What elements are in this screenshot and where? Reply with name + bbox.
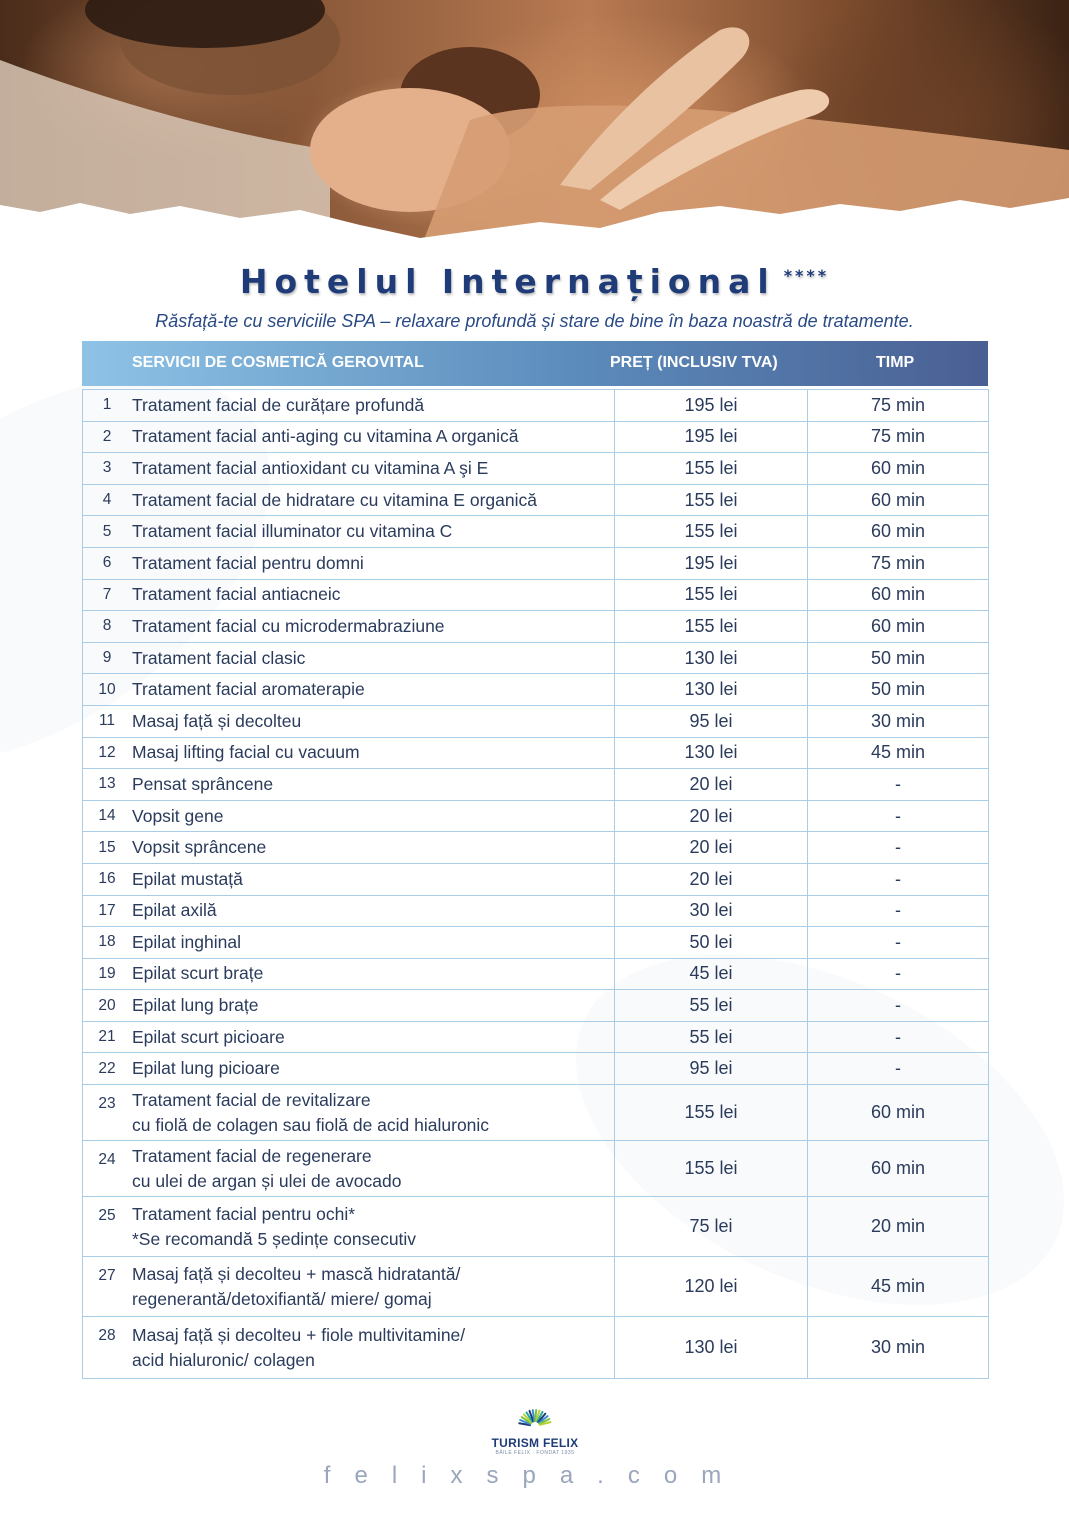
- service-price: 120 lei: [615, 1257, 808, 1317]
- service-name-cell: [83, 1257, 615, 1317]
- service-duration: -: [808, 832, 989, 864]
- row-number: 8: [102, 617, 112, 635]
- service-duration: -: [808, 1021, 989, 1053]
- table-row: [83, 737, 989, 769]
- service-name-cell: [83, 516, 615, 548]
- table-row: [83, 958, 989, 990]
- table-row: [83, 863, 989, 895]
- service-price: 155 lei: [615, 516, 808, 548]
- service-price: 155 lei: [615, 1085, 808, 1141]
- service-duration: 60 min: [808, 579, 989, 611]
- service-name-cell: [83, 1317, 615, 1379]
- table-row: [83, 1197, 989, 1257]
- row-number: 6: [102, 554, 112, 572]
- service-detail: cu fiolă de colagen sau fiolă de acid hialuronic: [132, 1114, 490, 1135]
- service-duration: 60 min: [808, 611, 989, 643]
- service-detail: cu ulei de argan și ulei de avocado: [132, 1170, 402, 1191]
- service-duration: 60 min: [808, 516, 989, 548]
- service-name: Pensat sprâncene: [132, 773, 274, 794]
- service-name: Epilat lung brațe: [132, 995, 259, 1016]
- service-duration: -: [808, 927, 989, 959]
- row-number: 25: [98, 1207, 116, 1225]
- service-name: Tratament facial de revitalizare: [132, 1089, 371, 1110]
- row-number: 2: [102, 427, 112, 445]
- service-duration: -: [808, 769, 989, 801]
- service-name-cell: [83, 895, 615, 927]
- table-row: [83, 895, 989, 927]
- table-header: [82, 341, 988, 386]
- service-name: Epilat axilă: [132, 900, 217, 921]
- service-name-cell: [83, 674, 615, 706]
- table-row: [83, 769, 989, 801]
- service-price: 155 lei: [615, 1141, 808, 1197]
- service-name: Tratament facial aromaterapie: [132, 679, 365, 700]
- service-name-cell: [83, 390, 615, 422]
- service-price: 155 lei: [615, 484, 808, 516]
- service-name-cell: [83, 863, 615, 895]
- service-name-cell: [83, 642, 615, 674]
- service-price: 20 lei: [615, 769, 808, 801]
- table-row: [83, 800, 989, 832]
- service-name-cell: [83, 1021, 615, 1053]
- service-price: 130 lei: [615, 737, 808, 769]
- service-price: 155 lei: [615, 611, 808, 643]
- row-number: 19: [98, 964, 116, 982]
- service-price: 130 lei: [615, 1317, 808, 1379]
- row-number: 13: [98, 775, 116, 793]
- table-row: [83, 579, 989, 611]
- service-duration: 30 min: [808, 1317, 989, 1379]
- table-row: [83, 1257, 989, 1317]
- service-detail: regenerantă/detoxifiantă/ miere/ gomaj: [132, 1288, 432, 1309]
- service-name-cell: [83, 832, 615, 864]
- service-name: Epilat scurt picioare: [132, 1026, 285, 1047]
- service-name-cell: [83, 990, 615, 1022]
- website-url: felixspa.com: [323, 1462, 746, 1489]
- service-price: 130 lei: [615, 642, 808, 674]
- service-name: Tratament facial anti-aging cu vitamina A organică: [132, 426, 519, 447]
- service-duration: 20 min: [808, 1197, 989, 1257]
- table-row: [83, 1053, 989, 1085]
- service-price: 95 lei: [615, 705, 808, 737]
- service-duration: -: [808, 863, 989, 895]
- service-name: Tratament facial pentru domni: [132, 552, 364, 573]
- service-duration: 75 min: [808, 421, 989, 453]
- service-duration: 60 min: [808, 1141, 989, 1197]
- service-duration: 50 min: [808, 642, 989, 674]
- service-price: 55 lei: [615, 1021, 808, 1053]
- service-name: Masaj lifting facial cu vacuum: [132, 742, 360, 763]
- service-duration: 45 min: [808, 1257, 989, 1317]
- row-number: 18: [98, 933, 116, 951]
- row-number: 1: [102, 396, 112, 414]
- service-name-cell: [83, 927, 615, 959]
- row-number: 15: [98, 838, 116, 856]
- service-name: Tratament facial de hidratare cu vitamina E organică: [132, 489, 537, 510]
- service-name-cell: [83, 453, 615, 485]
- service-price: 155 lei: [615, 453, 808, 485]
- page-title: [0, 262, 1069, 301]
- page-subtitle: Răsfață-te cu serviciile SPA – relaxare profundă și stare de bine în baza noastră de tratamente.: [155, 311, 914, 331]
- service-price: 195 lei: [615, 390, 808, 422]
- service-duration: -: [808, 895, 989, 927]
- row-number: 17: [98, 901, 116, 919]
- table-row: [83, 832, 989, 864]
- services-table: [82, 389, 989, 1379]
- service-price: 130 lei: [615, 674, 808, 706]
- hotel-stars: ****: [783, 266, 830, 285]
- service-duration: -: [808, 958, 989, 990]
- row-number: 28: [98, 1327, 116, 1345]
- service-name-cell: [83, 579, 615, 611]
- sunburst-logo-icon: [517, 1400, 553, 1432]
- service-duration: 60 min: [808, 484, 989, 516]
- service-name: Tratament facial cu microdermabraziune: [132, 615, 445, 636]
- service-duration: -: [808, 1053, 989, 1085]
- service-duration: 60 min: [808, 1085, 989, 1141]
- service-name: Tratament facial antioxidant cu vitamina A şi E: [132, 457, 489, 478]
- service-name: Tratament facial illuminator cu vitamina C: [132, 521, 453, 542]
- service-detail: acid hialuronic/ colagen: [132, 1349, 315, 1370]
- row-number: 14: [98, 807, 116, 825]
- service-price: 20 lei: [615, 863, 808, 895]
- service-duration: 45 min: [808, 737, 989, 769]
- table-row: [83, 611, 989, 643]
- service-name-cell: [83, 769, 615, 801]
- service-duration: 60 min: [808, 453, 989, 485]
- service-name: Vopsit sprâncene: [132, 837, 267, 858]
- table-row: [83, 705, 989, 737]
- table-row: [83, 453, 989, 485]
- service-name: Tratament facial antiacneic: [132, 584, 341, 605]
- row-number: 3: [102, 459, 112, 477]
- service-name-cell: [83, 547, 615, 579]
- service-price: 20 lei: [615, 832, 808, 864]
- service-duration: 75 min: [808, 390, 989, 422]
- row-number: 4: [102, 491, 112, 509]
- service-name-cell: [83, 611, 615, 643]
- service-price: 50 lei: [615, 927, 808, 959]
- service-name-cell: [83, 958, 615, 990]
- row-number: 7: [102, 585, 112, 603]
- service-name: Epilat inghinal: [132, 931, 241, 952]
- service-name: Masaj față și decolteu: [132, 710, 302, 731]
- column-header-time: TIMP: [876, 354, 915, 371]
- row-number: 11: [98, 712, 116, 730]
- table-row: [83, 516, 989, 548]
- logo-text: TURISM FELIX: [491, 1436, 579, 1450]
- service-name: Tratament facial pentru ochi*: [132, 1203, 356, 1224]
- column-header-price: PREȚ (INCLUSIV TVA): [610, 354, 778, 371]
- row-number: 5: [102, 522, 112, 540]
- row-number: 22: [98, 1059, 116, 1077]
- hotel-name: Hotelul Internațional: [239, 262, 776, 301]
- table-row: [83, 421, 989, 453]
- service-name-cell: [83, 484, 615, 516]
- service-name-cell: [83, 1141, 615, 1197]
- row-number: 27: [98, 1267, 116, 1285]
- table-row: [83, 484, 989, 516]
- table-row: [83, 642, 989, 674]
- hero-illustration: [0, 0, 1069, 250]
- column-header-services: SERVICII DE COSMETICĂ GEROVITAL: [132, 354, 424, 371]
- table-row: [83, 674, 989, 706]
- service-name-cell: [83, 1197, 615, 1257]
- row-number: 12: [98, 743, 116, 761]
- service-price: 55 lei: [615, 990, 808, 1022]
- service-duration: 50 min: [808, 674, 989, 706]
- service-price: 45 lei: [615, 958, 808, 990]
- service-price: 155 lei: [615, 579, 808, 611]
- table-row: [83, 990, 989, 1022]
- table-row: [83, 1021, 989, 1053]
- service-price: 30 lei: [615, 895, 808, 927]
- service-name: Epilat lung picioare: [132, 1058, 280, 1079]
- service-price: 195 lei: [615, 547, 808, 579]
- table-row: [83, 1085, 989, 1141]
- table-row: [83, 390, 989, 422]
- table-row: [83, 1141, 989, 1197]
- service-name: Epilat mustață: [132, 868, 243, 889]
- service-name-cell: [83, 421, 615, 453]
- service-name-cell: [83, 705, 615, 737]
- service-detail: *Se recomandă 5 ședințe consecutiv: [132, 1228, 417, 1249]
- row-number: 10: [98, 680, 116, 698]
- row-number: 9: [102, 649, 112, 667]
- table-row: [83, 1317, 989, 1379]
- service-name: Tratament facial clasic: [132, 647, 306, 668]
- service-name: Tratament facial de regenerare: [132, 1145, 372, 1166]
- hero-spa-massage-image: [0, 0, 1069, 250]
- service-name-cell: [83, 800, 615, 832]
- table-row: [83, 927, 989, 959]
- row-number: 24: [98, 1151, 116, 1169]
- service-price: 95 lei: [615, 1053, 808, 1085]
- service-price: 75 lei: [615, 1197, 808, 1257]
- row-number: 16: [98, 870, 116, 888]
- service-name-cell: [83, 1085, 615, 1141]
- service-price: 195 lei: [615, 421, 808, 453]
- row-number: 21: [98, 1028, 116, 1046]
- service-duration: -: [808, 990, 989, 1022]
- service-duration: 75 min: [808, 547, 989, 579]
- service-name: Vopsit gene: [132, 805, 224, 826]
- service-name: Masaj față și decolteu + fiole multivitamine/: [132, 1324, 466, 1345]
- service-name-cell: [83, 737, 615, 769]
- row-number: 23: [98, 1095, 116, 1113]
- logo-subtext: BĂILE FELIX · FONDAT 1935: [495, 1450, 575, 1456]
- service-name: Masaj față și decolteu + mască hidratantă/: [132, 1263, 461, 1284]
- service-price: 20 lei: [615, 800, 808, 832]
- service-duration: 30 min: [808, 705, 989, 737]
- service-duration: -: [808, 800, 989, 832]
- service-name: Tratament facial de curățare profundă: [132, 394, 425, 415]
- turism-felix-logo: [480, 1400, 590, 1456]
- row-number: 20: [98, 996, 116, 1014]
- table-row: [83, 547, 989, 579]
- service-name: Epilat scurt brațe: [132, 963, 264, 984]
- service-name-cell: [83, 1053, 615, 1085]
